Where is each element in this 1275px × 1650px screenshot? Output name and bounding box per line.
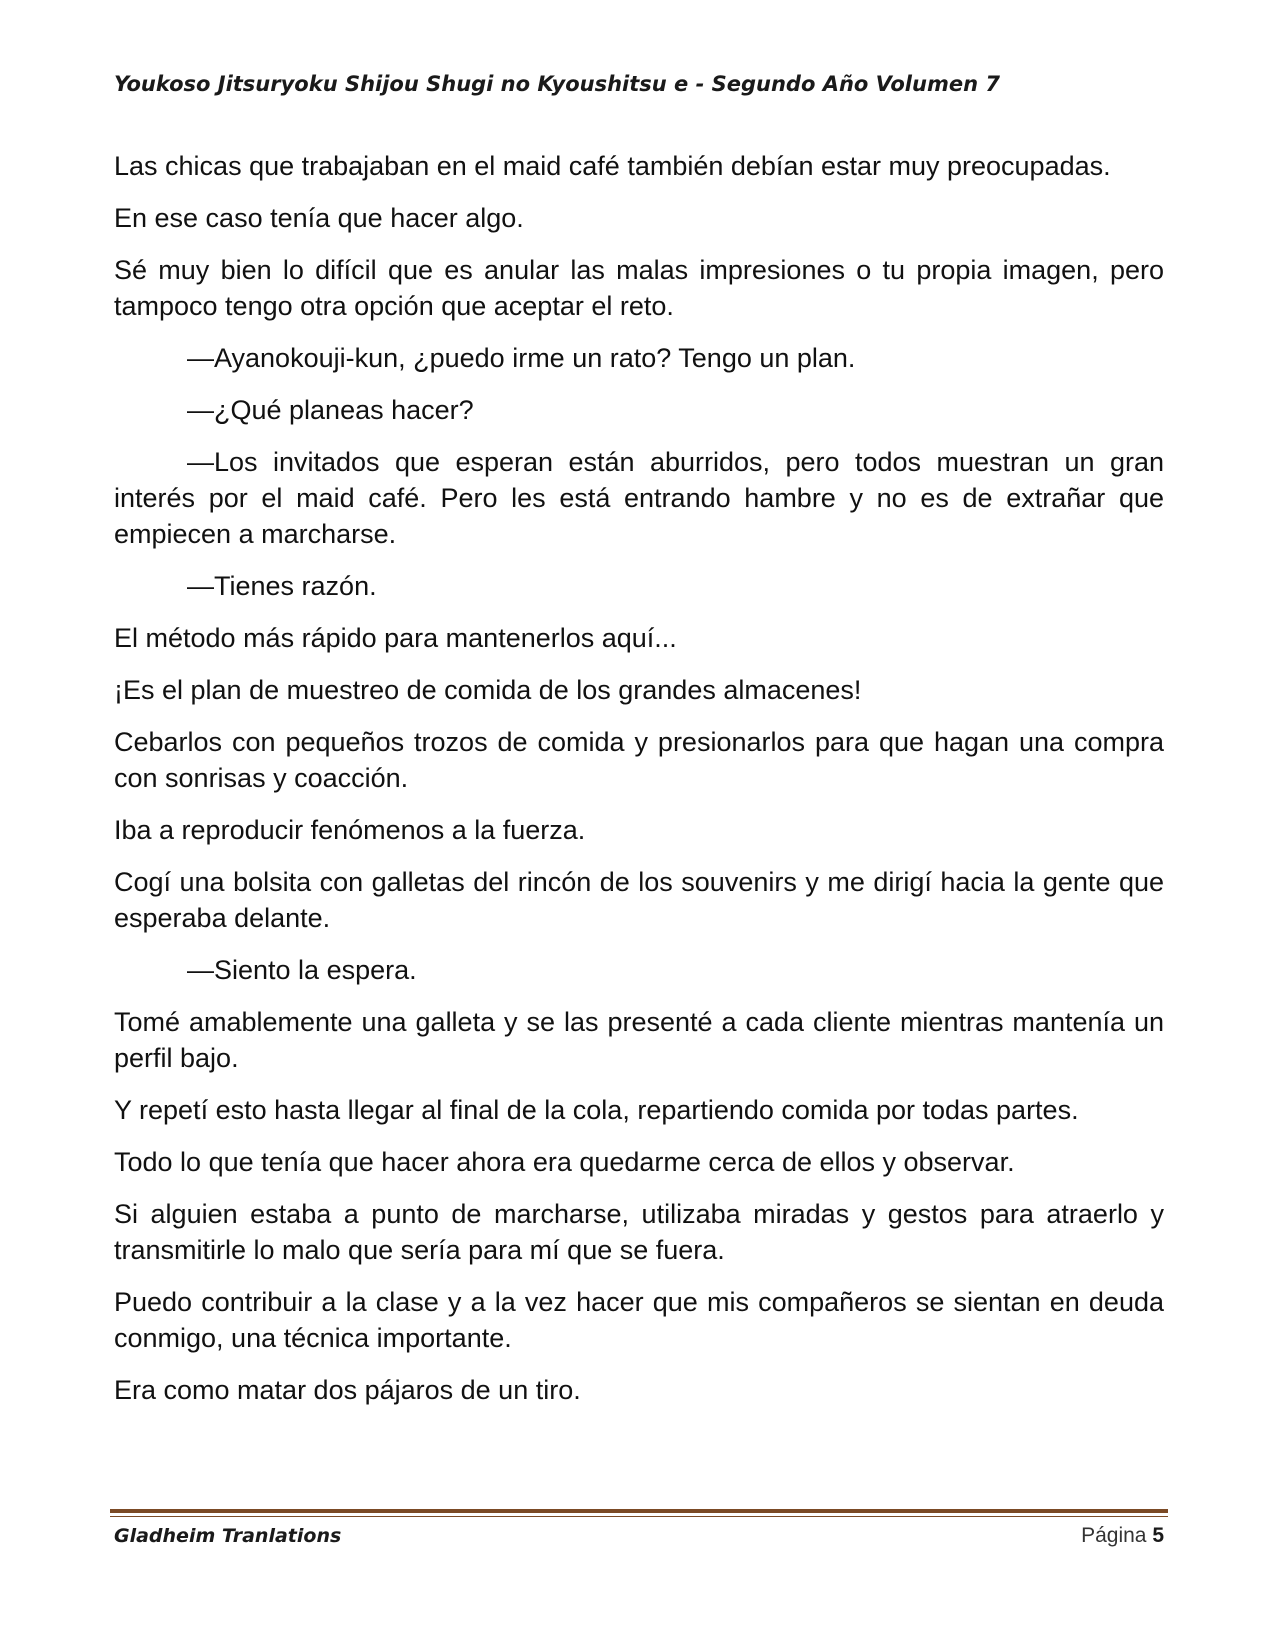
paragraph: El método más rápido para mantenerlos aquí... — [114, 623, 677, 653]
dialog-line: —Siento la espera. — [187, 955, 417, 985]
footer-page-indicator — [1081, 1524, 1164, 1548]
paragraph: ¡Es el plan de muestreo de comida de los grandes almacenes! — [114, 675, 862, 705]
page-number: 5 — [1152, 1524, 1164, 1547]
paragraph: Las chicas que trabajaban en el maid café también debían estar muy preocupadas. — [114, 151, 1111, 181]
page-label: Página — [1081, 1524, 1147, 1547]
page-header-title: Youkoso Jitsuryoku Shijou Shugi no Kyoushitsu e - Segundo Año Volumen 7 — [114, 72, 1000, 96]
body-text — [114, 148, 1164, 1424]
paragraph: Cogí una bolsita con galletas del rincón de los souvenirs y me dirigí hacia la gente que esperaba delante. — [114, 867, 1164, 933]
paragraph: Era como matar dos pájaros de un tiro. — [114, 1375, 581, 1405]
paragraph: Y repetí esto hasta llegar al final de la cola, repartiendo comida por todas partes. — [114, 1095, 1079, 1125]
footer-credit: Gladheim Tranlations — [114, 1525, 342, 1547]
dialog-line: —Tienes razón. — [187, 571, 377, 601]
paragraph: Puedo contribuir a la clase y a la vez hacer que mis compañeros se sientan en deuda conmigo, una técnica importante. — [114, 1287, 1164, 1353]
dialog-line: —Los invitados que esperan están aburridos, pero todos muestran un gran interés por el maid café. Pero les está entrando hambre y no es de extrañar que empiecen a marcharse. — [114, 447, 1164, 549]
dialog-line: —¿Qué planeas hacer? — [187, 395, 474, 425]
footer-divider-thin — [110, 1516, 1168, 1517]
paragraph: En ese caso tenía que hacer algo. — [114, 203, 524, 233]
paragraph: Sé muy bien lo difícil que es anular las malas impresiones o tu propia imagen, pero tampoco tengo otra opción que aceptar el reto. — [114, 255, 1164, 321]
footer-divider-thick — [110, 1509, 1168, 1513]
paragraph: Cebarlos con pequeños trozos de comida y presionarlos para que hagan una compra con sonrisas y coacción. — [114, 727, 1164, 793]
paragraph: Si alguien estaba a punto de marcharse, utilizaba miradas y gestos para atraerlo y transmitirle lo malo que sería para mí que se fuera. — [114, 1199, 1164, 1265]
paragraph: Todo lo que tenía que hacer ahora era quedarme cerca de ellos y observar. — [114, 1147, 1015, 1177]
paragraph: Tomé amablemente una galleta y se las presenté a cada cliente mientras mantenía un perfil bajo. — [114, 1007, 1164, 1073]
dialog-line: —Ayanokouji-kun, ¿puedo irme un rato? Tengo un plan. — [187, 343, 856, 373]
paragraph: Iba a reproducir fenómenos a la fuerza. — [114, 815, 586, 845]
